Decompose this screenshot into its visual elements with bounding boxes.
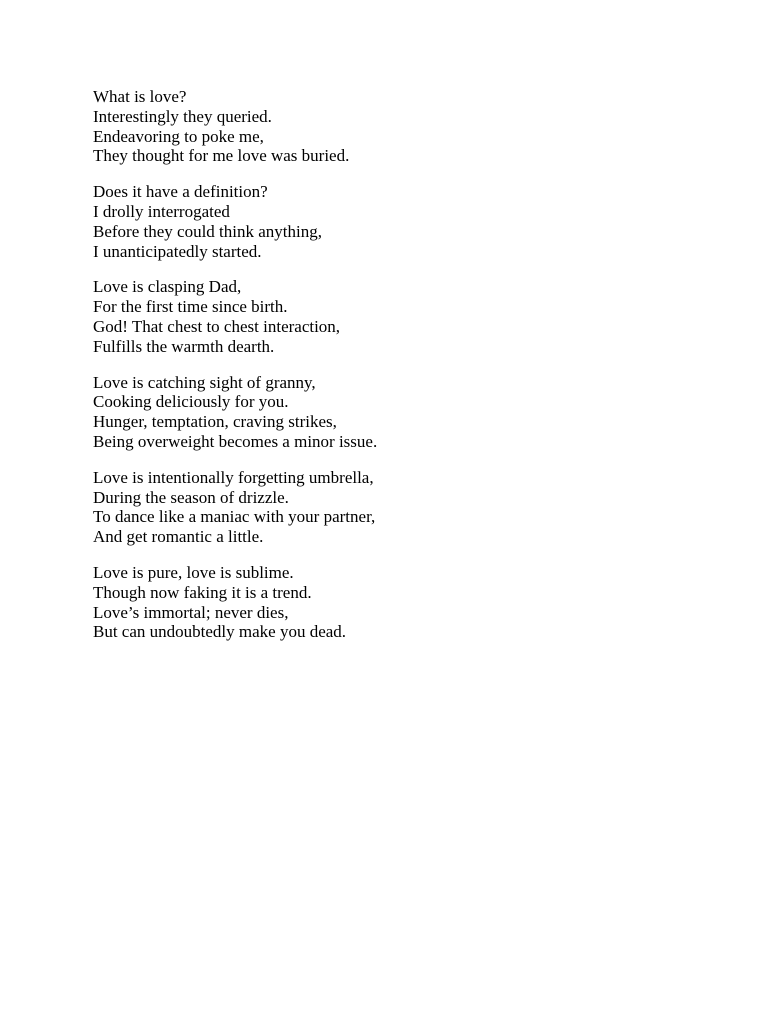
poem-line: Cooking deliciously for you.: [93, 392, 289, 412]
poem-line: Love is pure, love is sublime.: [93, 562, 294, 582]
poem-line: Before they could think anything,: [93, 221, 322, 241]
poem-line: I drolly interrogated: [93, 201, 230, 221]
poem-line: But can undoubtedly make you dead.: [93, 622, 347, 642]
poem-line: And get romantic a little.: [93, 527, 264, 547]
poem-line: To dance like a maniac with your partner,: [93, 507, 376, 527]
poem-line: Love is intentionally forgetting umbrella,: [93, 467, 374, 487]
poem-line: Love’s immortal; never dies,: [93, 602, 289, 622]
stanza: [93, 563, 693, 642]
poem-line: Endeavoring to poke me,: [93, 126, 264, 146]
poem-line: During the season of drizzle.: [93, 487, 289, 507]
stanza: [93, 87, 693, 166]
poem-line: Love is catching sight of granny,: [93, 372, 316, 392]
poem-line: God! That chest to chest interaction,: [93, 316, 341, 336]
poem-line: Being overweight becomes a minor issue.: [93, 431, 378, 451]
poem-line: I unanticipatedly started.: [93, 241, 262, 261]
poem-line: What is love?: [93, 87, 187, 106]
poem-line: Interestingly they queried.: [93, 106, 272, 126]
poem-line: Fulfills the warmth dearth.: [93, 336, 275, 356]
poem-body: [93, 87, 693, 658]
poem-line: For the first time since birth.: [93, 297, 288, 317]
stanza: [93, 182, 693, 261]
poem-line: Hunger, temptation, craving strikes,: [93, 412, 337, 432]
stanza: [93, 277, 693, 356]
stanza: [93, 468, 693, 547]
poem-line: Does it have a definition?: [93, 182, 268, 202]
poem-line: Love is clasping Dad,: [93, 277, 242, 297]
poem-line: They thought for me love was buried.: [93, 146, 350, 166]
stanza: [93, 373, 693, 452]
poem-line: Though now faking it is a trend.: [93, 582, 312, 602]
